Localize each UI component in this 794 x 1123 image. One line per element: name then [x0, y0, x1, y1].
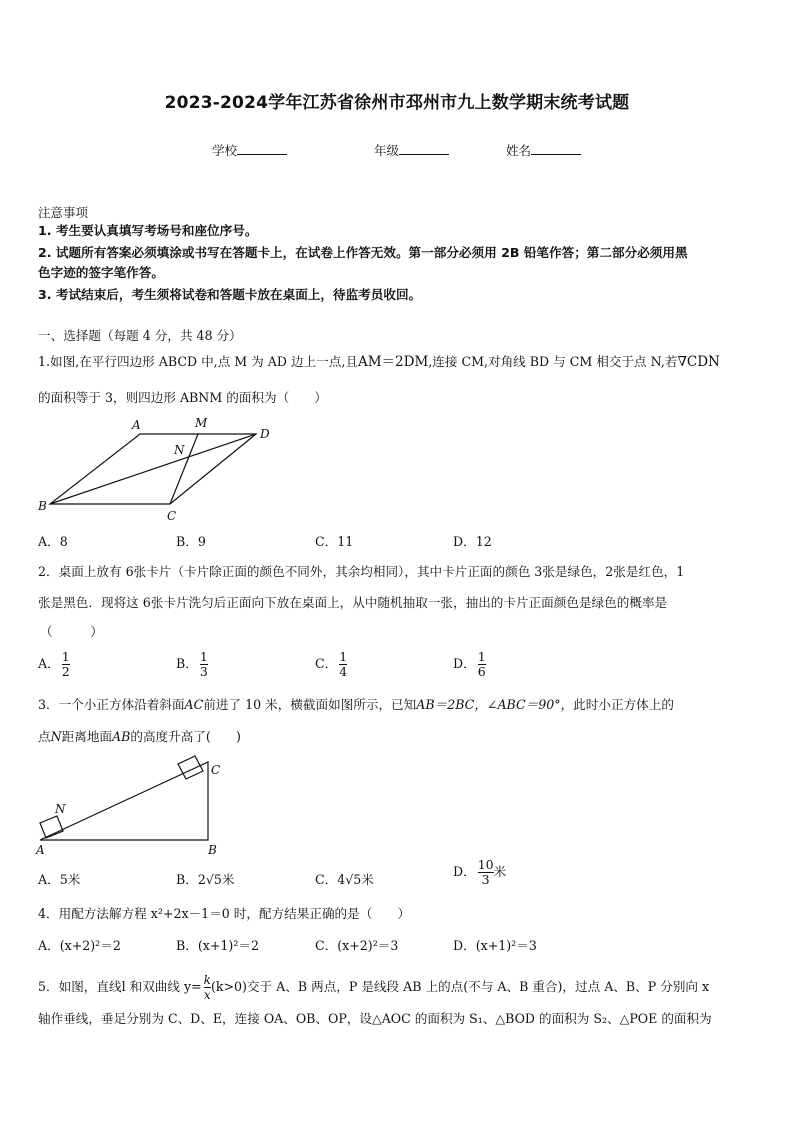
grade-label: 年级 — [374, 143, 400, 158]
label-d: D — [260, 427, 270, 441]
q1-option-a[interactable]: A．8 — [38, 534, 68, 549]
label-b: B — [208, 843, 217, 857]
grade-field — [374, 141, 449, 159]
q3-option-a[interactable]: A．5米 — [38, 872, 81, 887]
label-a: A — [132, 418, 141, 432]
q2-option-b[interactable]: B． $\frac{1}{3}$ — [176, 649, 208, 679]
notes-heading: 注意事项 — [38, 205, 89, 220]
grade-blank — [399, 142, 449, 155]
label-c: C — [211, 763, 221, 777]
q3-option-c[interactable]: C．4√5米 — [315, 872, 374, 887]
cube-at-c — [178, 756, 203, 779]
q4-option-c[interactable]: C．(x+2)²＝3 — [315, 938, 399, 953]
q2-stem-line2: 张是黑色．现将这 6张卡片洗匀后正面向下放在桌面上，从中随机抽取一张，抽出的卡片正面颜色是绿色的概率是 — [38, 595, 668, 610]
q2-option-a[interactable]: A． $\frac{1}{2}$ — [38, 649, 70, 679]
q1-option-b[interactable]: B．9 — [176, 534, 206, 549]
section-heading: 一、选择题（每题 4 分，共 48 分） — [38, 328, 242, 343]
label-m: M — [195, 416, 208, 430]
label-a: A — [36, 843, 45, 857]
q1-option-c[interactable]: C．11 — [315, 534, 354, 549]
school-blank — [237, 142, 287, 155]
q1-option-d[interactable]: D．12 — [453, 534, 492, 549]
q2-option-c[interactable]: C． $\frac{1}{4}$ — [315, 649, 348, 679]
name-blank — [531, 142, 581, 155]
note-item: 色字迹的签字笔作答。 — [38, 265, 164, 280]
q3-stem-line2: 点N距离地面AB的高度升高了( ) — [38, 729, 241, 744]
school-label: 学校 — [212, 143, 238, 158]
q4-option-b[interactable]: B．(x+1)²＝2 — [176, 938, 259, 953]
q3-option-b[interactable]: B．2√5米 — [176, 872, 235, 887]
school-field — [212, 141, 287, 159]
q2-stem-line3: （ ） — [40, 624, 103, 639]
note-item: 1. 考生要认真填写考场号和座位序号。 — [38, 223, 258, 238]
q4-option-d[interactable]: D．(x+1)²＝3 — [453, 938, 537, 953]
q2-option-d[interactable]: D． $\frac{1}{6}$ — [453, 649, 486, 679]
label-n: N — [55, 802, 66, 816]
label-n: N — [174, 443, 185, 457]
q3-stem-line1: 3．一个小正方体沿着斜面AC前进了 10 米，横截面如图所示，已知AB＝2BC，∠ABC＝90°，此时小正方体上的 — [38, 697, 674, 712]
note-item: 3. 考试结束后，考生须将试卷和答题卡放在桌面上，待监考员收回。 — [38, 287, 422, 302]
note-item: 2. 试题所有答案必须填涂或书写在答题卡上，在试卷上作答无效。第一部分必须用 2B 铅笔作答；第二部分必须用黑 — [38, 245, 688, 260]
label-c: C — [167, 509, 177, 523]
q5-stem-line1: 5．如图，直线l 和双曲线 y= $\frac{k}{x}$ (k>0)交于 A、B 两点，P 是线段 AB 上的点(不与 A、B 重合)，过点 A、B、P 分别向 x — [38, 973, 710, 1002]
page-title: 2023-2024学年江苏省徐州市邳州市九上数学期末统考试题 — [164, 93, 630, 113]
diagonal-bd — [50, 434, 256, 504]
name-label: 姓名 — [506, 143, 532, 158]
label-b: B — [38, 499, 47, 513]
q3-slope-figure — [28, 752, 238, 858]
q1-parallelogram-figure — [30, 410, 290, 525]
q4-option-a[interactable]: A．(x+2)²＝2 — [38, 938, 121, 953]
q4-stem: 4．用配方法解方程 x²+2x－1＝0 时，配方结果正确的是（ ） — [38, 906, 411, 921]
name-field — [506, 141, 581, 159]
q2-stem-line1: 2．桌面上放有 6张卡片（卡片除正面的颜色不同外，其余均相同），其中卡片正面的颜色 3张是绿色，2张是红色，1 — [38, 564, 685, 579]
q5-stem-line2: 轴作垂线，垂足分别为 C、D、E，连接 OA、OB、OP，设△AOC 的面积为 S₁、△BOD 的面积为 S₂、△POE 的面积为 — [38, 1011, 712, 1026]
q3-option-d[interactable]: D． $\frac{10}{3}$ 米 — [453, 857, 507, 887]
q1-stem-line2: 的面积等于 3，则四边形 ABNM 的面积为（ ） — [38, 390, 327, 405]
q1-stem-line1: 1.如图,在平行四边形 ABCD 中,点 M 为 AD 边上一点,且AM＝2DM,连接 CM,对角线 BD 与 CM 相交于点 N,若∇CDN — [38, 354, 720, 370]
